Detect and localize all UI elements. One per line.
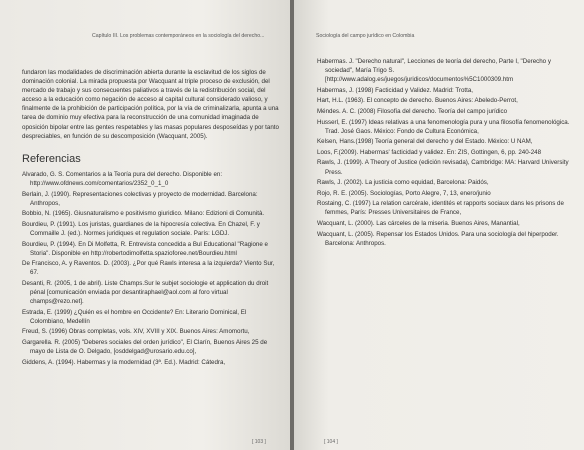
reference-entry: Loos, F.(2009). Habermas' facticidad y validez. En: ZIS, Gottingen, 6, pp. 240-248 (317, 148, 542, 156)
right-page-body (317, 57, 579, 249)
left-page (0, 0, 290, 450)
reference-entry: Bobbio, N. (1965). Giusnaturalismo e positivismo giuridico. Milano: Edizioni di Comunità. (22, 210, 265, 218)
reference-entry: Gargarella. R. (2005) "Deberes sociales del orden jurídico", El Clarín, Buenos Aires 25 de mayo de Lista de O. Delgado, [osddelgad@urosario.edu.co], (22, 338, 268, 356)
reference-entry: Bourdieu, P. (1994). En Di Molfetta, R. Entrevista concedida a Bul Educational "Ragione e Storia". Disponible en http://robertodimolfetta.spazioforee.net/Bourdieu.html (22, 240, 268, 257)
reference-entry: Méndes. A. C. (2008) Filosofía del derecho. Teoría del campo jurídico (317, 107, 508, 115)
reference-entry: Rawls, J. (1999). A Theory of Justice (edición revisada), Cambridge: MA: Harvard University Press. (317, 159, 569, 176)
reference-entry: Freud, S. (1996) Obras completas, vols. XIV, XVIII y XIX. Buenos Aires: Amomortu, (22, 328, 250, 336)
reference-entry: Rojo, R. E. (2005). Sociologías, Porto Alegre, 7, 13, enero/junio (317, 189, 491, 197)
reference-entry: Wacquant, L. (2000). Las cárceles de la miseria. Buenos Aires, Manantial, (317, 220, 520, 227)
page-number: [ 104 ] (324, 439, 338, 445)
left-page-body (22, 68, 280, 368)
reference-entry: Habermas, J. (1998) Facticidad y Validez. Madrid: Trotta, (317, 86, 474, 94)
reference-entry: Berlain, J. (1990). Representaciones colectivas y proyecto de modernidad. Barcelona: Anthropos, (22, 190, 258, 207)
reference-entry: Rawls, J. (2002). La justicia como equidad, Barcelona: Paidós, (317, 179, 489, 187)
reference-entry: Alvarado, G. S. Comentarios a la Teoría pura del derecho. Disponible en: http://www.ofdnews.com/comentarios/2352_0_1_0 (22, 170, 223, 187)
body-paragraph: fundaron las modalidades de discriminación abierta durante la esclavitud de los siglos de dominación colonial. La mirada propuesta por Wacquant al triple proceso de exclusión, del mercado de trabajo y sus consecuentes paliativos a través de la redistribución social, del acceso a la educación como negación de acceso al capital cultural considerado valioso, y finalmente de la prohibición de participación política, por la vía de criminalizarla, apunta a una tarea de dominio muy efectiva para la reconstrucción de una comunidad imaginada de oposición bipolar entre las gentes respetables y las masas populares desposeídas y por tanto despreciables, en función de su descomposición (Wacquant, 2005). (22, 69, 279, 140)
reference-entry: Kelsen, Hans.(1998) Teoría general del derecho y del Estado. México: U NAM, (317, 138, 533, 146)
section-heading: Referencias (22, 152, 81, 165)
reference-entry: De Francisco, A. y Raventos. D. (2003). ¿Por qué Rawls interesa a la izquierda? Viento Sur, 67. (22, 260, 275, 277)
reference-entry: Hart, H.L. (1963). El concepto de derecho. Buenos Aires: Abeledo-Perrot, (317, 97, 518, 105)
reference-entry: Habermas. J. "Derecho natural", Lecciones de teoría del derecho, Parte I, "Derecho y sociedad", María Trigo S. [http://www.adalog.es/juegos/juridicos/documentos%5C1000309.htm (317, 58, 551, 84)
reference-entry: Wacquant, L. (2005). Repensar los Estados Unidos. Para una sociología del hiperpoder. Barcelona: Anthropos. (317, 230, 559, 247)
running-head: Sociología del campo jurídico en Colombia (316, 33, 415, 39)
right-page (294, 0, 584, 450)
running-head: Capítulo III. Los problemas contemporáneos en la sociología del derecho... (92, 33, 265, 39)
reference-entry: Rostaing, C. (1997) La relation carcérale, identités et rapports sociaux dans les prisons de femmes, París: Presses Universitaires de France, (317, 200, 564, 217)
reference-entry: Bourdieu, P. (1991). Los juristas, guardianes de la hipocresía colectiva. En Chazel, F. y Commaille J. (ed.). Normes juridiques et regulation sociale. París: LGDJ. (22, 220, 260, 237)
reference-entry: Desanti, R. (2005, 1 de abril). Liste Champs.Sur le subjet sociologie et application du droit pénal [comunicación enviada por desantiraphael@aol.com al foro virtual champs@rezo.net]. (22, 279, 269, 306)
reference-entry: Giddens, A. (1994). Habermas y la modernidad (3ª. Ed.). Madrid: Cátedra, (22, 358, 226, 366)
reference-entry: Husserl, E. (1997) Ideas relativas a una fenomenología pura y una filosofía fenomenológica. Trad. José Gaos. México: Fondo de Cultura Económica, (317, 118, 570, 135)
reference-entry: Estrada, E. (1999) ¿Quién es el hombre en Occidente? En: Literario Dominical, El Colombiano, Medellín (22, 308, 247, 325)
page-number: [ 103 ] (252, 439, 266, 445)
